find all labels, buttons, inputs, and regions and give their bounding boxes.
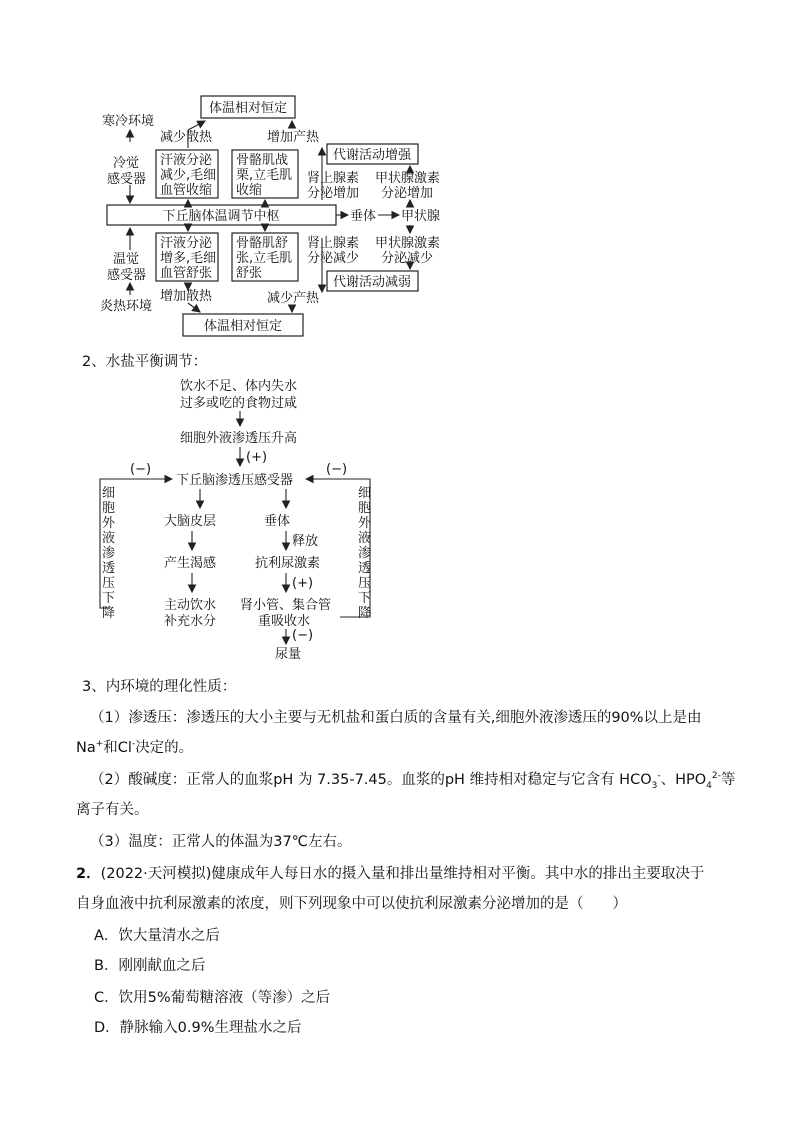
top-stable-text: 体温相对恒定 (208, 101, 288, 116)
muscle-relax-l1: 骨骼肌舒 (236, 236, 289, 251)
cause-l1: 饮水不足、体内失水 (180, 379, 298, 394)
drink-l2: 补充水分 (164, 614, 217, 629)
thyroid-down-l2: 分泌减少 (381, 251, 434, 266)
adrenal-down-l2: 分泌减少 (307, 251, 360, 266)
cold-env-label: 寒冷环境 (102, 114, 155, 129)
reduce-heat-label: 减少产热 (267, 291, 320, 306)
option-a: A．饮大量清水之后 (94, 928, 220, 944)
sweat-increase-l1: 汗液分泌 (160, 236, 213, 251)
para-osmotic-2: Na+和Cl-决定的。 (76, 739, 194, 756)
thirst-text: 产生渴感 (164, 556, 217, 571)
sweat-decrease-l3: 血管收缩 (160, 183, 213, 198)
release-text: 释放 (292, 534, 319, 549)
muscle-relax-l2: 张,立毛肌 (236, 251, 293, 266)
warm-receptor-l1: 温觉 (113, 252, 140, 267)
plus-1: (+) (246, 450, 268, 465)
cause-l2: 过多或吃的食物过咸 (180, 396, 298, 411)
question-line-2: 自身血液中抗利尿激素的浓度，则下列现象中可以使抗利尿激素分泌增加的是（ ） (76, 896, 627, 912)
warm-receptor-l2: 感受器 (107, 268, 147, 283)
para-ph-1: （2）酸碱度：正常人的血浆pH 为 7.35-7.45。血浆的pH 维持相对稳定与它含有 $HCO_3^-$、$HPO_4^{2-}$等 (90, 771, 736, 791)
increase-heat-label: 增加产热 (267, 130, 320, 145)
bottom-stable-text: 体温相对恒定 (203, 319, 283, 334)
thyroid-label: 甲状腺 (401, 209, 441, 224)
para-temperature: （3）温度：正常人的体温为37℃左右。 (90, 834, 352, 850)
section-3-title: 3、内环境的理化性质： (82, 679, 237, 695)
thyroid-up-l1: 甲状腺激素 (375, 171, 441, 186)
muscle-shiver-l3: 收缩 (236, 183, 263, 198)
para-ph-2: 离子有关。 (76, 802, 149, 818)
hot-env-label: 炎热环境 (100, 299, 153, 314)
thyroid-up-l2: 分泌增加 (381, 186, 434, 201)
adrenal-down-l1: 肾上腺素 (307, 236, 360, 251)
muscle-shiver-l2: 栗,立毛肌 (236, 168, 293, 183)
minus-right: (−) (326, 462, 348, 477)
urine-text: 尿量 (275, 647, 302, 662)
metabolism-down-text: 代谢活动减弱 (332, 275, 412, 290)
increase-heat-loss-label: 增加散热 (160, 289, 213, 304)
sweat-increase-l2: 增多,毛细 (160, 251, 217, 266)
drink-l1: 主动饮水 (164, 598, 217, 613)
adrenal-up-l1: 肾上腺素 (307, 171, 360, 186)
option-d: D．静脉输入0.9%生理盐水之后 (94, 1020, 302, 1036)
option-b: B．刚刚献血之后 (94, 958, 206, 974)
left-side-label: 细胞外液渗透压下降 (102, 486, 116, 621)
cold-receptor-l1: 冷觉 (113, 156, 140, 171)
osmotic-up-text: 细胞外液渗透压升高 (180, 431, 298, 446)
cold-receptor-l2: 感受器 (107, 172, 147, 187)
thermoregulation-diagram (0, 0, 794, 340)
pituitary-label: 垂体 (350, 209, 377, 224)
reduce-heat-loss-label: 减少散热 (160, 130, 213, 145)
kidney-l2: 重吸收水 (258, 614, 311, 629)
sweat-increase-l3: 血管舒张 (160, 266, 213, 281)
thyroid-down-l1: 甲状腺激素 (375, 236, 441, 251)
minus-left: (−) (130, 462, 152, 477)
option-c: C．饮用5%葡萄糖溶液（等渗）之后 (94, 990, 331, 1006)
adh-text: 抗利尿激素 (255, 556, 321, 571)
question-line-1: 2．(2022·天河模拟)健康成年人每日水的摄入量和排出量维持相对平衡。其中水的排出主要取决于 (76, 866, 705, 882)
muscle-shiver-l1: 骨骼肌战 (236, 153, 289, 168)
sweat-decrease-l1: 汗液分泌 (160, 153, 213, 168)
pituitary-text: 垂体 (264, 514, 291, 529)
para-osmotic-1: （1）渗透压：渗透压的大小主要与无机盐和蛋白质的含量有关,细胞外液渗透压的90%以上是由 (90, 710, 702, 726)
kidney-l1: 肾小管、集合管 (240, 598, 332, 613)
plus-2: (+) (292, 576, 314, 591)
sweat-decrease-l2: 减少,毛细 (160, 168, 217, 183)
cortex-text: 大脑皮层 (164, 514, 217, 529)
right-side-label: 细胞外液渗透压下降 (358, 486, 372, 621)
muscle-relax-l3: 舒张 (236, 266, 263, 281)
receptor-text: 下丘脑渗透压感受器 (176, 473, 294, 488)
metabolism-up-text: 代谢活动增强 (332, 148, 412, 163)
hypothalamus-center-text: 下丘脑体温调节中枢 (162, 209, 280, 224)
minus-3: (−) (292, 628, 314, 643)
section-2-title: 2、水盐平衡调节： (82, 354, 208, 370)
adrenal-up-l2: 分泌增加 (307, 186, 360, 201)
